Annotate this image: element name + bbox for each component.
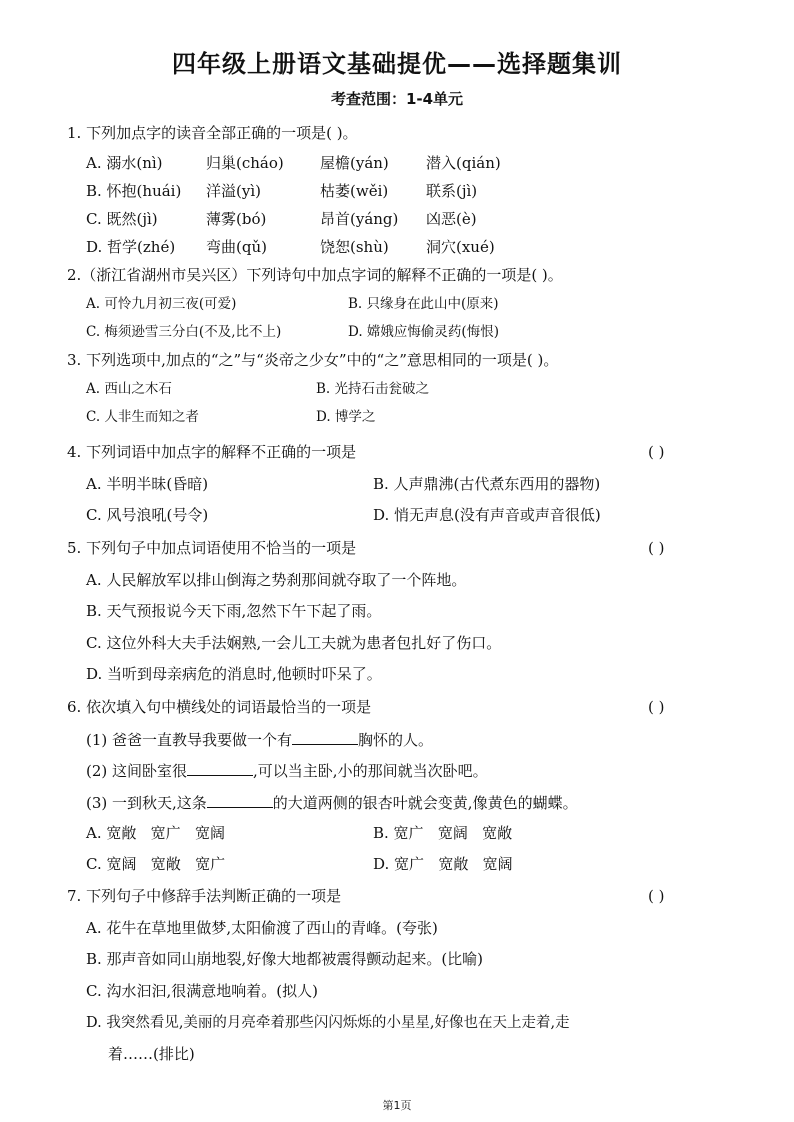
q1-b-3: 枯萎(wěi) [320, 182, 389, 200]
q3-a: A. 西山之木石 [86, 381, 172, 397]
q1-d-1: D. 哲学(zhé) [86, 238, 176, 256]
q2-d: D. 嫦娥应悔偷灵药(悔恨) [348, 324, 499, 340]
q2-b: B. 只缘身在此山中(原来) [348, 296, 499, 312]
q6-d: D. 宽广 宽敞 宽阔 [373, 855, 513, 873]
q6-fill-3-blank [207, 792, 273, 808]
q1-c-2: 薄雾(bó) [206, 210, 267, 228]
question-6-stem: 6. 依次填入句中横线处的词语最恰当的一项是 [67, 698, 372, 716]
question-4-stem: 4. 下列词语中加点字的解释不正确的一项是 [67, 443, 357, 461]
q6-fill-3-before: (3) 一到秋天,这条 [86, 794, 207, 812]
q1-a-2: 归巢(cháo) [206, 154, 284, 172]
question-7-stem: 7. 下列句子中修辞手法判断正确的一项是 [67, 887, 342, 905]
q1-a-3: 屋檐(yán) [320, 154, 389, 172]
q5-a: A. 人民解放军以排山倒海之势刹那间就夺取了一个阵地。 [86, 571, 467, 589]
q1-d-4: 洞穴(xué) [426, 238, 495, 256]
q3-b: B. 光持石击瓮破之 [316, 381, 430, 397]
q6-fill-2-before: (2) 这间卧室很 [86, 762, 188, 780]
q1-a-4: 潜入(qián) [426, 154, 501, 172]
q7-a: A. 花牛在草地里做梦,太阳偷渡了西山的青峰。(夸张) [86, 919, 438, 937]
q2-c: C. 梅须逊雪三分白(不及,比不上) [86, 324, 282, 340]
q6-fill-1 [86, 729, 433, 750]
q6-a: A. 宽敞 宽广 宽阔 [86, 824, 225, 842]
q4-a: A. 半明半昧(昏暗) [86, 475, 209, 493]
question-1-stem: 1. 下列加点字的读音全部正确的一项是( )。 [67, 124, 358, 142]
q7-b: B. 那声音如同山崩地裂,好像大地都被震得颤动起来。(比喻) [86, 950, 484, 968]
q1-b-2: 洋溢(yì) [206, 182, 261, 200]
q4-d: D. 悄无声息(没有声音或声音很低) [373, 506, 601, 524]
q3-c: C. 人非生而知之者 [86, 409, 199, 425]
q4-answer-blank: ( ) [648, 443, 665, 461]
q7-d-line-1: D. 我突然看见,美丽的月亮牵着那些闪闪烁烁的小星星,好像也在天上走着,走 [86, 1015, 570, 1031]
q1-d-2: 弯曲(qǔ) [206, 238, 267, 256]
page-subtitle: 考查范围：1-4单元 [330, 90, 464, 108]
question-3-stem: 3. 下列选项中,加点的“之”与“炎帝之少女”中的“之”意思相同的一项是( )。 [67, 351, 559, 369]
q1-b-1: B. 怀抱(huái) [86, 182, 182, 200]
q4-b: B. 人声鼎沸(古代煮东西用的器物) [373, 475, 601, 493]
q6-fill-3-after: 的大道两侧的银杏叶就会变黄,像黄色的蝴蝶。 [272, 794, 578, 812]
q6-fill-2-blank [187, 760, 253, 776]
q7-d-line-2: 着……(排比) [108, 1045, 195, 1063]
q2-a: A. 可怜九月初三夜(可爱) [86, 296, 237, 312]
q1-d-3: 饶恕(shù) [320, 238, 389, 256]
q6-c: C. 宽阔 宽敞 宽广 [86, 855, 226, 873]
q7-c: C. 沟水汩汩,很满意地响着。(拟人) [86, 982, 318, 1000]
question-5-stem: 5. 下列句子中加点词语使用不恰当的一项是 [67, 539, 357, 557]
page-number: 第1页 [382, 1099, 412, 1112]
q6-fill-2 [86, 760, 488, 781]
q6-fill-3 [86, 792, 578, 813]
q1-a-1: A. 溺水(nì) [86, 154, 163, 172]
q6-fill-1-before: (1) 爸爸一直教导我要做一个有 [86, 731, 293, 749]
q3-d: D. 博学之 [316, 409, 376, 425]
q4-c: C. 风号浪吼(号令) [86, 506, 209, 524]
q6-fill-2-after: ,可以当主卧,小的那间就当次卧吧。 [253, 762, 488, 780]
q5-answer-blank: ( ) [648, 539, 665, 557]
q7-answer-blank: ( ) [648, 887, 665, 905]
q6-answer-blank: ( ) [648, 698, 665, 716]
q1-c-4: 凶恶(è) [426, 210, 477, 228]
q6-fill-1-after: 胸怀的人。 [358, 731, 434, 749]
page-title: 四年级上册语文基础提优——选择题集训 [172, 50, 622, 78]
q6-fill-1-blank [292, 729, 358, 745]
q5-d: D. 当听到母亲病危的消息时,他顿时吓呆了。 [86, 665, 382, 683]
q1-c-1: C. 既然(jì) [86, 210, 158, 228]
q5-b: B. 天气预报说今天下雨,忽然下午下起了雨。 [86, 602, 382, 620]
q6-b: B. 宽广 宽阔 宽敞 [373, 824, 513, 842]
question-2-stem: 2.（浙江省湖州市吴兴区）下列诗句中加点字词的解释不正确的一项是( )。 [67, 266, 563, 284]
q5-c: C. 这位外科大夫手法娴熟,一会儿工夫就为患者包扎好了伤口。 [86, 634, 502, 652]
q1-b-4: 联系(jì) [426, 182, 478, 200]
q1-c-3: 昂首(yáng) [320, 210, 399, 228]
